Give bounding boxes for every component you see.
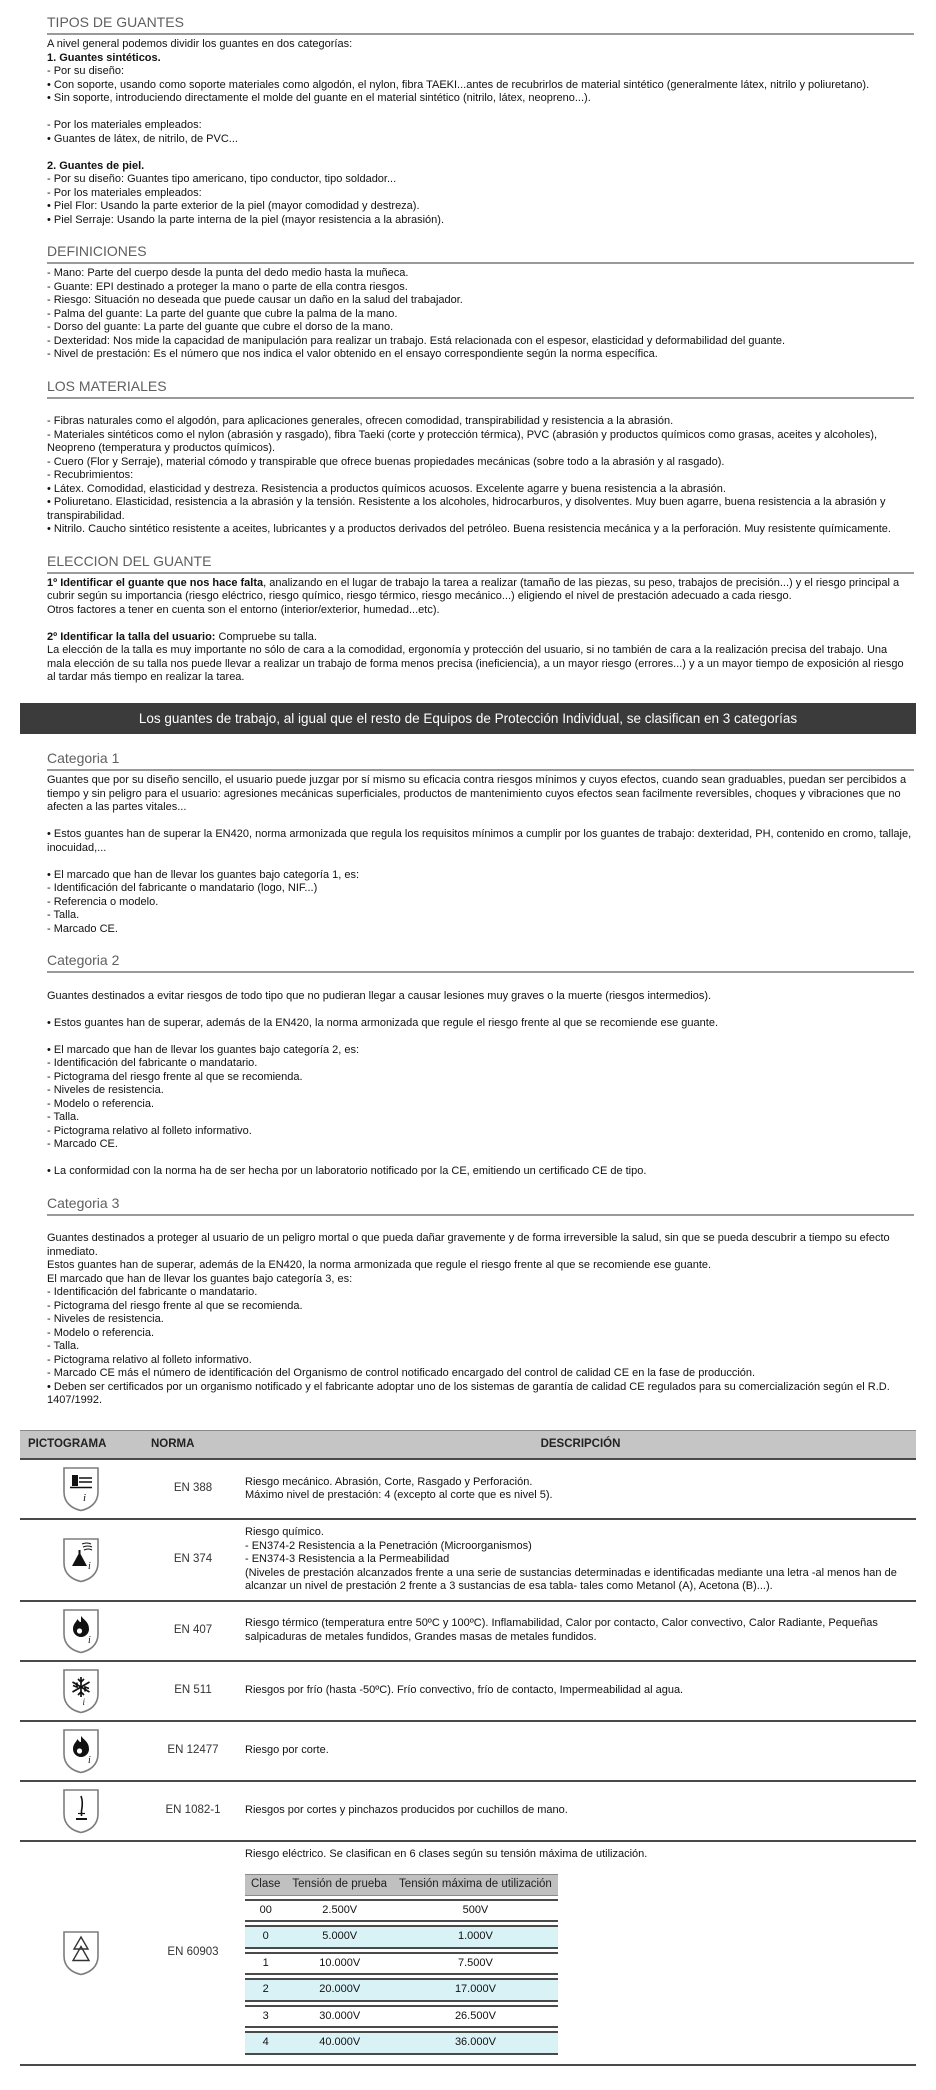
clase-value: 1 [245, 1952, 286, 1976]
norma-label: EN 60903 [147, 1841, 245, 2065]
voltage-row [245, 1952, 558, 1976]
description-line: Riesgo eléctrico. Se clasifican en 6 clases según su tensión máxima de utilización. [245, 1847, 648, 1860]
tension-maxima-value: 7.500V [393, 1952, 558, 1976]
norma-label: EN 388 [147, 1459, 245, 1519]
section-title-categoria-1: Categoria 1 [47, 750, 914, 771]
voltage-row [245, 1925, 558, 1949]
chemical-hazard-shield-icon [61, 1537, 101, 1583]
text-line: • Sin soporte, introduciendo directamente el molde del guante en el material sintético (nitrilo, látex, neopreno...). [47, 92, 591, 104]
column-header-norma: NORMA [147, 1430, 245, 1459]
table-row [20, 1721, 916, 1781]
table-row [20, 1519, 916, 1601]
text-line: • Poliuretano. Elasticidad, resistencia a la abrasión y la tensión. Resistente a los alcoholes, hidrocarburos, y disolventes. Muy buen agarre, buena resistencia a la abrasión y transpirabilidad. [47, 496, 886, 522]
text-line: Otros factores a tener en cuenta son el entorno (interior/exterior, humedad...etc). [47, 603, 440, 616]
tension-prueba-value: 2.500V [286, 1899, 393, 1923]
text-line: - Identificación del fabricante o mandatario. [47, 1286, 258, 1298]
text-line: • Nitrilo. Caucho sintético resistente a aceites, lubricantes y a productos derivados del petróleo. Buena resistencia mecánica y a la perforación. Muy resistente químicamente. [47, 523, 891, 535]
norma-label: EN 407 [147, 1601, 245, 1661]
heat-hazard-shield-icon [61, 1608, 101, 1654]
text-line: - Marcado CE. [47, 1138, 118, 1150]
tension-prueba-value: 20.000V [286, 1978, 393, 2002]
svg-text:i: i [87, 1754, 91, 1766]
text-line: - Identificación del fabricante o mandatario (logo, NIF...) [47, 882, 318, 894]
table-row [20, 1459, 916, 1519]
text-line: - Nivel de prestación: Es el número que nos indica el valor obtenido en el ensayo correspondiente según la norma específica. [47, 348, 658, 360]
description-line: Riesgos por frío (hasta -50ºC). Frío convectivo, frío de contacto, Impermeabilidad al agua. [245, 1683, 684, 1696]
norma-label: EN 374 [147, 1519, 245, 1601]
cold-hazard-shield-icon [61, 1668, 101, 1714]
table-row [20, 1601, 916, 1661]
text-line: - Mano: Parte del cuerpo desde la punta del dedo medio hasta la muñeca. [47, 267, 409, 279]
voltage-row [245, 1978, 558, 2002]
paragraph-rest: Compruebe su talla. [215, 630, 317, 643]
clase-value: 2 [245, 1978, 286, 2002]
description-line: Riesgos por cortes y pinchazos producidos por cuchillos de mano. [245, 1803, 568, 1816]
text-line: - Guante: EPI destinado a proteger la mano o parte de ella contra riesgos. [47, 280, 408, 293]
voltage-row [245, 1899, 558, 1923]
bold-lead: 2º Identificar la talla del usuario: [47, 630, 216, 643]
norma-label: EN 511 [147, 1661, 245, 1721]
electrical-hazard-shield-icon [61, 1930, 101, 1976]
tension-maxima-value: 26.500V [393, 2005, 558, 2029]
text-line: - Pictograma relativo al folleto informativo. [47, 1353, 252, 1366]
tension-maxima-value: 500V [393, 1899, 558, 1923]
text-paragraph [47, 631, 914, 645]
text-line: - Referencia o modelo. [47, 895, 159, 908]
tension-prueba-value: 40.000V [286, 2031, 393, 2055]
description-line: Riesgo mecánico. Abrasión, Corte, Rasgado y Perforación. [245, 1475, 533, 1488]
text-line: - Por los materiales empleados: [47, 119, 202, 131]
tension-prueba-value: 5.000V [286, 1925, 393, 1949]
text-line: • Estos guantes han de superar la EN420, norma armonizada que regula los requisitos mínimos a cumplir por los guantes de trabajo: dexteridad, PH, contenido en cromo, tallaje, inocuidad,... [47, 828, 912, 854]
section-title-categoria-2: Categoria 2 [47, 952, 914, 973]
text-line: - Marcado CE. [47, 922, 118, 935]
table-row [20, 1661, 916, 1721]
column-header-pictograma: PICTOGRAMA [20, 1430, 147, 1459]
norma-label: EN 12477 [147, 1721, 245, 1781]
text-line: - Marcado CE más el número de identificación del Organismo de control notificado encargado del control de calidad CE en la fase de producción. [47, 1367, 756, 1379]
text-line: - Fibras naturales como el algodón, para aplicaciones generales, ofrecen comodidad, transpirabilidad y resistencia a la abrasión. [47, 415, 674, 427]
tension-maxima-value: 36.000V [393, 2031, 558, 2055]
description-line: - EN374-2 Resistencia a la Penetración (Microorganismos) [245, 1539, 532, 1552]
text-line: - Talla. [47, 1340, 80, 1352]
categories-banner: Los guantes de trabajo, al igual que el resto de Equipos de Protección Individual, se clasifican en 3 categorías [20, 703, 916, 735]
text-line: Estos guantes han de superar, además de la EN420, la norma armonizada que regule el riesgo frente al que se recomiende ese guante. [47, 1259, 712, 1271]
text-paragraph [47, 577, 914, 604]
text-line: A nivel general podemos dividir los guantes en dos categorías: [47, 38, 353, 50]
section-title-categoria-3: Categoria 3 [47, 1195, 914, 1216]
text-line: - Dexteridad: Nos mide la capacidad de manipulación para realizar un trabajo. Está relacionada con el espesor, elasticidad y deformabilidad del guante. [47, 334, 786, 347]
text-line: - Niveles de resistencia. [47, 1084, 164, 1096]
mechanical-hazard-shield-icon [61, 1466, 101, 1512]
text-line: - Pictograma del riesgo frente al que se recomienda. [47, 1070, 303, 1083]
text-line: - Dorso del guante: La parte del guante que cubre el dorso de la mano. [47, 321, 394, 333]
description-line: - EN374-3 Resistencia a la Permeabilidad [245, 1553, 450, 1565]
text-line: - Por los materiales empleados: [47, 186, 202, 199]
text-line: - Modelo o referencia. [47, 1097, 154, 1110]
text-line: 1. Guantes sintéticos. [47, 51, 161, 64]
voltage-table-header-row [245, 1874, 558, 1896]
text-line: • Con soporte, usando como soporte materiales como algodón, el nylon, fibra TAEKI...antes de recubrirlos de material sintético (generalmente látex, nitrilo y poliuretano). [47, 78, 870, 91]
bold-lead: 1º Identificar el guante que nos hace falta [47, 576, 264, 589]
column-header-clase: Clase [245, 1874, 286, 1896]
text-line: - Talla. [47, 1111, 80, 1123]
text-line: • Piel Flor: Usando la parte exterior de la piel (mayor comodidad y destreza). [47, 200, 420, 212]
text-line: Guantes que por su diseño sencillo, el usuario puede juzgar por sí mismo su eficacia contra riesgos mínimos y cuyos efectos, cuando sean graduables, puedan ser percibidos a tiempo y sin peligro para el usuario: agresiones mecánicas superficiales, productos de mantenimiento cuyos efectos sean facilmente reversibles, choques y vibraciones que no afecten a las partes vitales... [47, 774, 907, 813]
text-line: • La conformidad con la norma ha de ser hecha por un laboratorio notificado por la CE, emitiendo un certificado CE de tipo. [47, 1165, 647, 1177]
svg-text:i: i [82, 1492, 86, 1504]
text-line: - Palma del guante: La parte del guante que cubre la palma de la mano. [47, 307, 398, 320]
column-header-tension-maxima: Tensión máxima de utilización [393, 1874, 558, 1896]
norms-table [20, 1430, 916, 2066]
text-line: Guantes destinados a evitar riesgos de todo tipo que no pudieran llegar a causar lesiones muy graves o la muerte (riesgos intermedios). [47, 989, 712, 1002]
table-row [20, 1841, 916, 2065]
text-line: - Pictograma del riesgo frente al que se recomienda. [47, 1299, 303, 1312]
text-line: • Látex. Comodidad, elasticidad y destreza. Resistencia a productos químicos acuosos. Excelente agarre y buena resistencia a la abrasión. [47, 482, 726, 495]
text-line: - Materiales sintéticos como el nylon (abrasión y rasgado), fibra Taeki (corte y protección térmica), PVC (abrasión y productos químicos como grasas, aceites y alcoholes), Neopreno (temperatura y productos químicos). [47, 428, 878, 454]
voltage-row [245, 2031, 558, 2055]
text-line: - Por su diseño: Guantes tipo americano, tipo conductor, tipo soldador... [47, 173, 397, 185]
description-line: (Niveles de prestación alcanzados frente a una serie de sustancias determinadas e identificadas mediante una letra -al menos han de alcanzar un nivel de prestación 2 frente a 3 sustancias de esa tabla- tales como Metanol (A), Acetona (B)...). [245, 1566, 897, 1592]
tension-maxima-value: 1.000V [393, 1925, 558, 1949]
tension-maxima-value: 17.000V [393, 1978, 558, 2002]
clase-value: 00 [245, 1899, 286, 1923]
section-title-materiales: LOS MATERIALES [47, 378, 914, 399]
column-header-descripcion: DESCRIPCIÓN [245, 1430, 916, 1459]
text-line: 2. Guantes de piel. [47, 159, 145, 172]
text-line: • Deben ser certificados por un organismo notificado y el fabricante adoptar uno de los sistemas de garantía de calidad CE regulados para su comercialización según el R.D. 1407/1992. [47, 1380, 890, 1406]
table-row [20, 1781, 916, 1841]
text-line: • El marcado que han de llevar los guantes bajo categoría 2, es: [47, 1043, 360, 1056]
tension-prueba-value: 10.000V [286, 1952, 393, 1976]
voltage-classes-table [245, 1871, 558, 2058]
text-line: • El marcado que han de llevar los guantes bajo categoría 1, es: [47, 868, 360, 881]
norms-table-header-row [20, 1430, 916, 1459]
clase-value: 4 [245, 2031, 286, 2055]
description-line: Máximo nivel de prestación: 4 (excepto al corte que es nivel 5). [245, 1489, 553, 1501]
text-line: • Guantes de látex, de nitrilo, de PVC... [47, 132, 238, 145]
text-line: - Talla. [47, 909, 80, 921]
voltage-row [245, 2005, 558, 2029]
knife-hazard-shield-icon [61, 1788, 101, 1834]
norma-label: EN 1082-1 [147, 1781, 245, 1841]
description-line: Riesgo por corte. [245, 1743, 329, 1756]
column-header-tension-prueba: Tensión de prueba [286, 1874, 393, 1896]
text-line: • Estos guantes han de superar, además de la EN420, la norma armonizada que regule el riesgo frente al que se recomiende ese guante. [47, 1016, 718, 1029]
clase-value: 0 [245, 1925, 286, 1949]
text-line: - Identificación del fabricante o mandatario. [47, 1057, 258, 1069]
description-line: Riesgo químico. [245, 1526, 324, 1538]
tension-prueba-value: 30.000V [286, 2005, 393, 2029]
text-line: - Recubrimientos: [47, 469, 134, 481]
clase-value: 3 [245, 2005, 286, 2029]
text-line: Guantes destinados a proteger al usuario de un peligro mortal o que pueda dañar gravemente y de forma irreversible la salud, sin que se pueda descubrir a tiempo su efecto inmediato. [47, 1232, 890, 1258]
flame-hazard-shield-icon [61, 1728, 101, 1774]
section-title-tipos: TIPOS DE GUANTES [47, 14, 914, 35]
text-line: La elección de la talla es muy importante no sólo de cara a la comodidad, ergonomía y protección del usuario, si no también de cara a la realización precisa del trabajo. Una mala elección de su talla nos puede llevar a realizar un trabajo de forma menos precisa (ineficiencia), a un mayor riesgo (errores...) y a un mayor tiempo de exposición al riesgo al tardar más tiempo en realizar la tarea. [47, 644, 904, 683]
text-line: - Pictograma relativo al folleto informativo. [47, 1124, 252, 1137]
text-line: El marcado que han de llevar los guantes bajo categoría 3, es: [47, 1272, 353, 1285]
text-line: - Por su diseño: [47, 65, 125, 77]
svg-text:i: i [82, 1696, 85, 1707]
svg-text:i: i [87, 1634, 91, 1646]
description-line: Riesgo térmico (temperatura entre 50ºC y 100ºC). Inflamabilidad, Calor por contacto, Calor convectivo, Calor Radiante, Pequeñas salpicaduras de metales fundidos, Grandes masas de metales fundidos. [245, 1617, 878, 1643]
text-line: - Niveles de resistencia. [47, 1313, 164, 1325]
paragraph-rest: , analizando en el lugar de trabajo la tarea a realizar (tamaño de las piezas, su peso, trabajos de precisión...) y el riesgo principal a cubrir según su importancia (riesgo eléctrico, riesgo químico, riesgo térmico, riesgo mecánico...) eligiendo el nivel de prestación adecuado a cada riesgo. [47, 576, 900, 602]
text-line: - Cuero (Flor y Serraje), material cómodo y transpirable que ofrece buenas propiedades mecánicas (sobre todo a la abrasión y al rasgado). [47, 455, 725, 468]
text-line: - Riesgo: Situación no deseada que puede causar un daño en la salud del trabajador. [47, 294, 463, 306]
svg-text:i: i [87, 1560, 91, 1572]
text-line: • Piel Serraje: Usando la parte interna de la piel (mayor resistencia a la abrasión). [47, 213, 444, 226]
section-title-definiciones: DEFINICIONES [47, 243, 914, 264]
section-title-eleccion: ELECCION DEL GUANTE [47, 553, 914, 574]
text-line: - Modelo o referencia. [47, 1326, 154, 1339]
